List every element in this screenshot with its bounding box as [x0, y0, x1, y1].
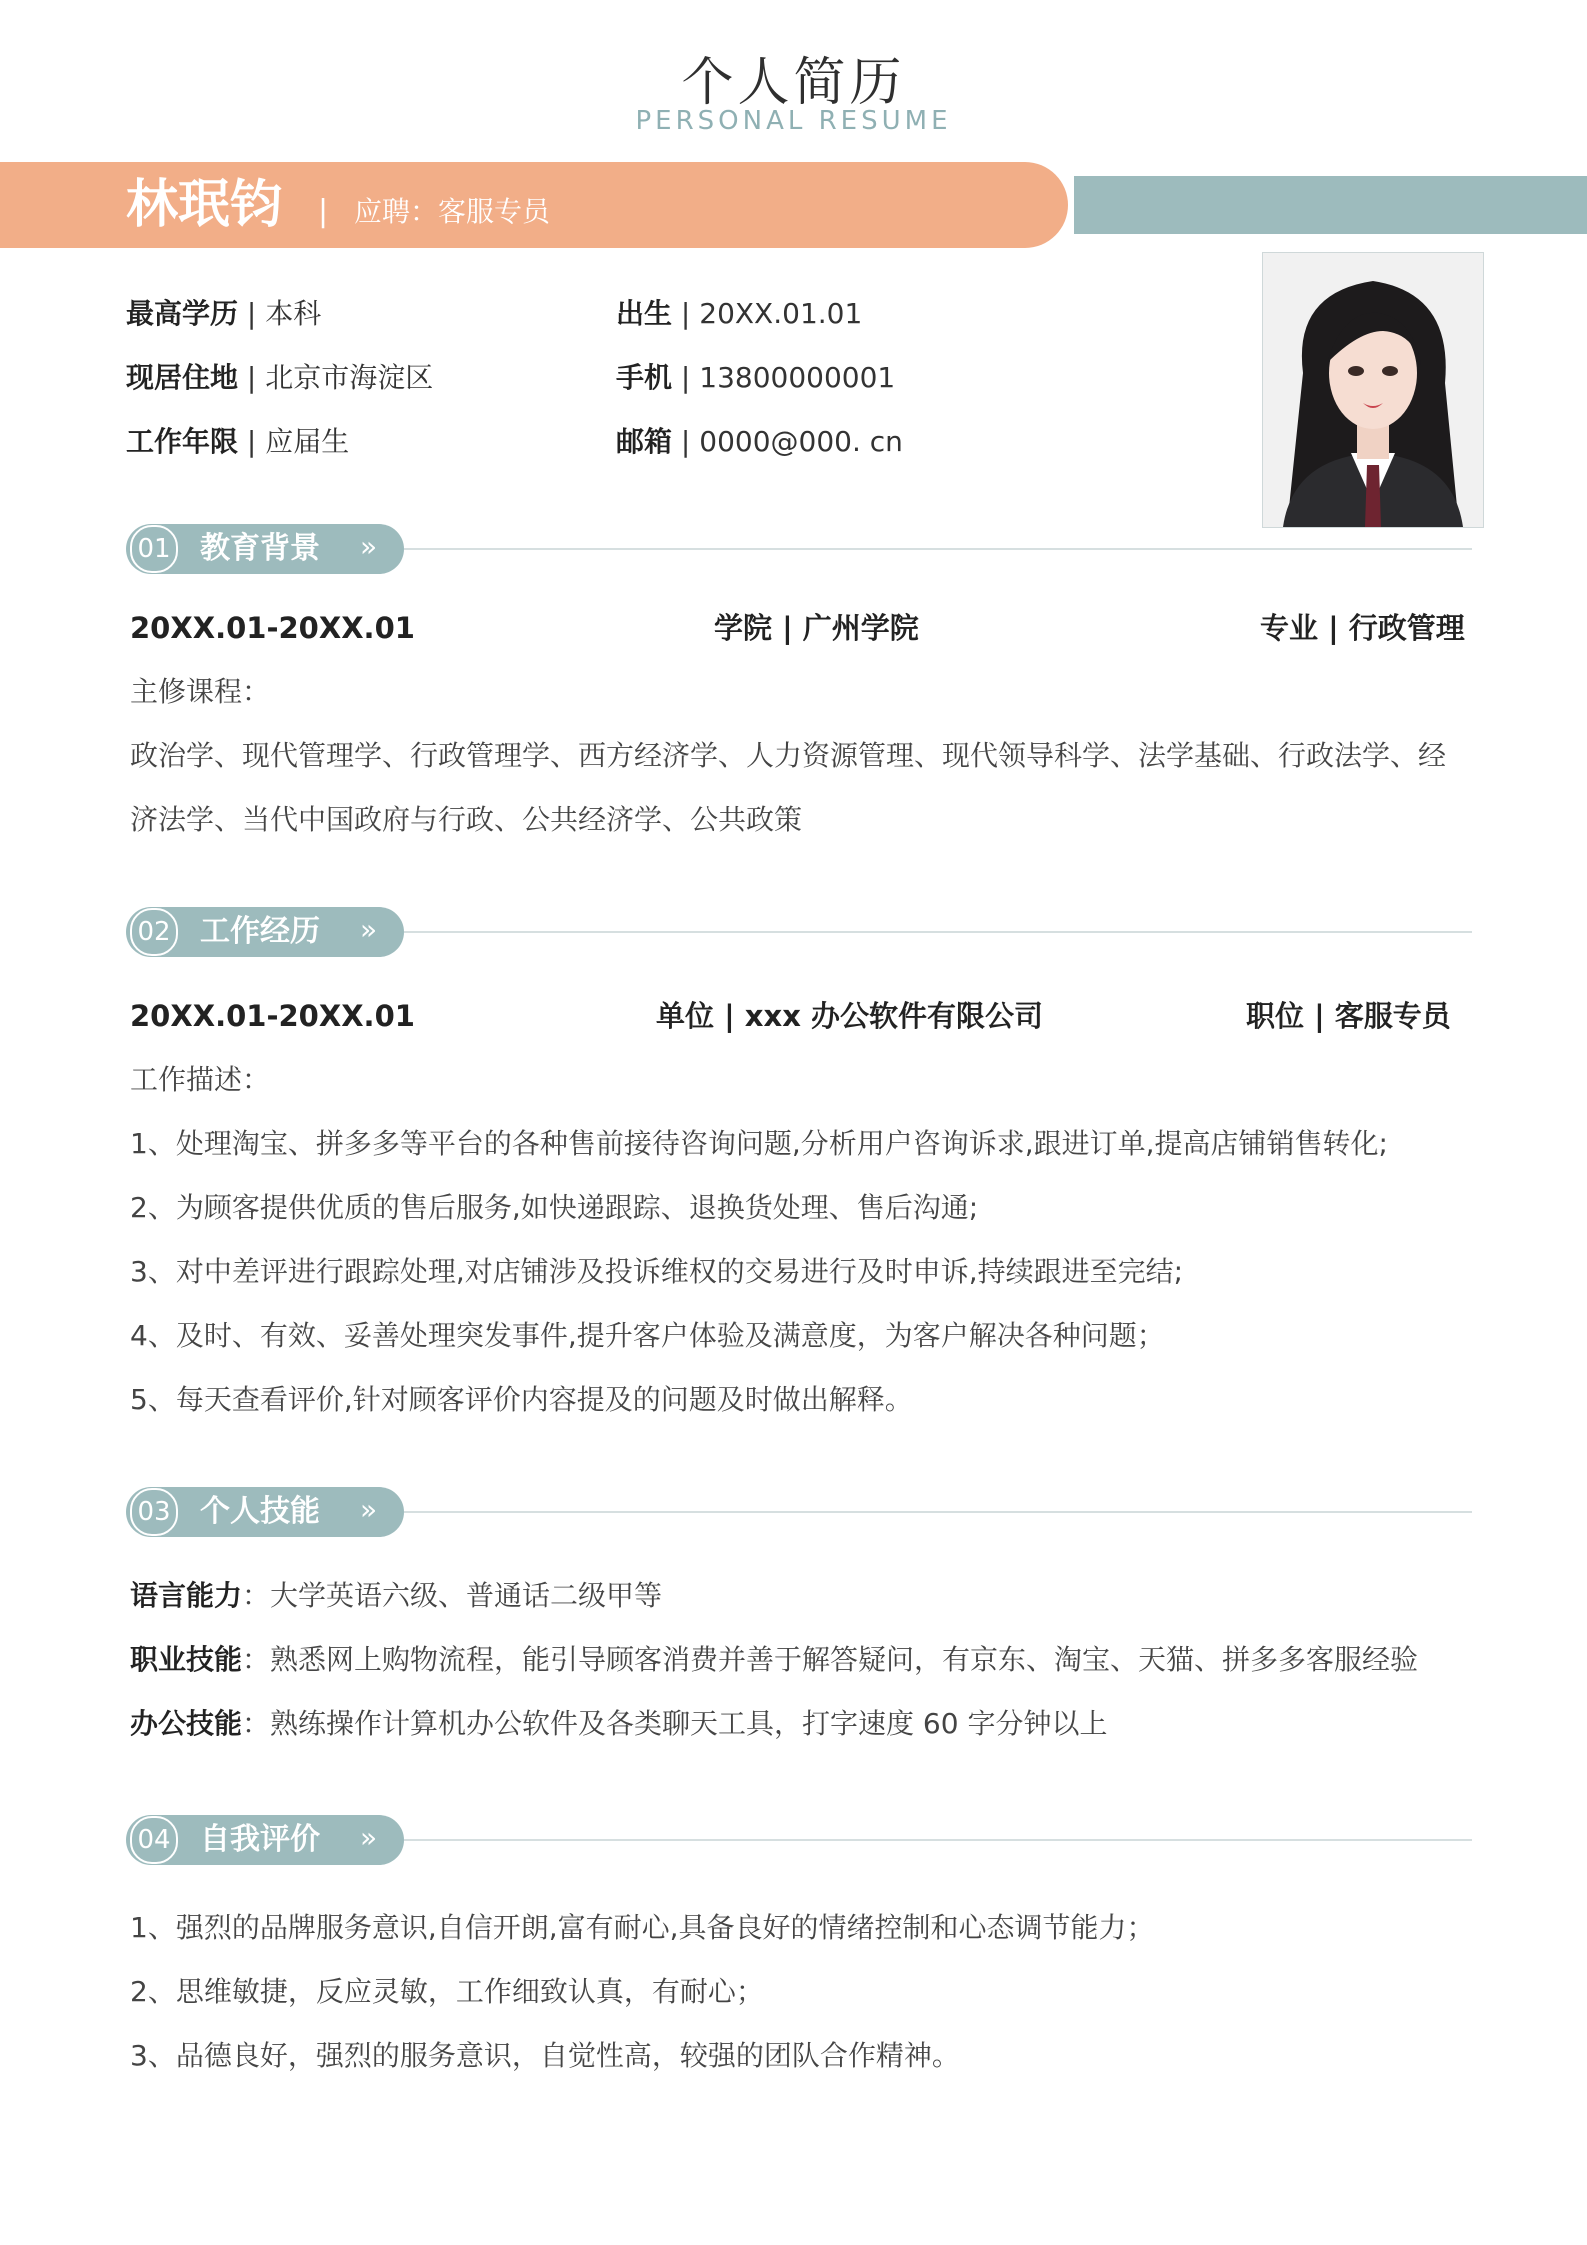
- edu-period: 20XX.01-20XX.01: [130, 611, 415, 645]
- edu-school: 学院 | 广州学院: [714, 611, 919, 645]
- work-period: 20XX.01-20XX.01: [130, 999, 415, 1033]
- skill-office: [130, 1704, 1107, 1744]
- work-desc-label: 工作描述：: [130, 1063, 271, 1096]
- info-education: [126, 294, 321, 334]
- section-number: 01: [130, 525, 178, 573]
- name-separator: |: [318, 194, 329, 229]
- list-item: 5、每天查看评价,针对顾客评价内容提及的问题及时做出解释。: [130, 1383, 913, 1416]
- info-label: 最高学历: [126, 297, 239, 330]
- page-subtitle: PERSONAL RESUME: [635, 106, 952, 136]
- page-title: 个人简历: [681, 53, 906, 113]
- chevron-double-right-icon: »: [360, 1493, 378, 1526]
- candidate-name: 林珉钧: [126, 175, 283, 235]
- section-divider: [404, 931, 1472, 933]
- info-pipe: |: [238, 297, 266, 330]
- info-label: 出生: [616, 297, 673, 330]
- info-pipe: |: [238, 425, 266, 458]
- work-company: 单位 | xxx 办公软件有限公司: [656, 999, 1043, 1033]
- chevron-double-right-icon: »: [360, 913, 378, 946]
- section-divider: [404, 1511, 1472, 1513]
- skill-label: 职业技能: [130, 1643, 243, 1676]
- skill-label: 办公技能: [130, 1707, 243, 1740]
- header-teal-bar: [1074, 176, 1587, 234]
- skill-value: ：熟练操作计算机办公软件及各类聊天工具，打字速度 60 字分钟以上: [242, 1707, 1108, 1740]
- section-number: 03: [130, 1488, 178, 1536]
- list-item: 2、为顾客提供优质的售后服务,如快递跟踪、退换货处理、售后沟通;: [130, 1191, 979, 1224]
- courses-line: 政治学、现代管理学、行政管理学、西方经济学、人力资源管理、现代领导科学、法学基础、行政法学、经: [130, 739, 1447, 772]
- section-number: 04: [130, 1816, 178, 1864]
- list-item: 3、对中差评进行跟踪处理,对店铺涉及投诉维权的交易进行及时申诉,持续跟进至完结;: [130, 1255, 1184, 1288]
- edu-major: 专业 | 行政管理: [1260, 611, 1465, 645]
- info-label: 邮箱: [616, 425, 673, 458]
- skill-label: 语言能力: [130, 1579, 243, 1612]
- portrait-icon: [1263, 253, 1483, 527]
- info-value: 20XX.01.01: [699, 297, 863, 330]
- list-item: 2、思维敏捷，反应灵敏，工作细致认真，有耐心；: [130, 1975, 764, 2008]
- chevron-double-right-icon: »: [360, 530, 378, 563]
- info-pipe: |: [238, 361, 266, 394]
- skill-value: ：熟悉网上购物流程，能引导顾客消费并善于解答疑问，有京东、淘宝、天猫、拼多多客服经验: [242, 1643, 1419, 1676]
- courses-label: 主修课程：: [130, 675, 271, 708]
- info-email: [616, 422, 903, 462]
- section-title-education: 教育背景: [200, 531, 320, 566]
- info-phone: [616, 358, 895, 398]
- section-divider: [404, 1839, 1472, 1841]
- courses-line: 济法学、当代中国政府与行政、公共经济学、公共政策: [130, 803, 803, 836]
- chevron-double-right-icon: »: [360, 1821, 378, 1854]
- list-item: 4、及时、有效、妥善处理突发事件,提升客户体验及满意度，为客户解决各种问题；: [130, 1319, 1165, 1352]
- section-title-self: 自我评价: [200, 1822, 320, 1857]
- work-position: 职位 | 客服专员: [1246, 999, 1451, 1033]
- info-value: 13800000001: [699, 361, 896, 394]
- section-number: 02: [130, 908, 178, 956]
- skill-language: [130, 1576, 662, 1616]
- info-value: 应届生: [265, 425, 350, 458]
- info-pipe: |: [672, 297, 700, 330]
- list-item: 1、处理淘宝、拼多多等平台的各种售前接待咨询问题,分析用户咨询诉求,跟进订单,提高店铺销售转化;: [130, 1127, 1388, 1160]
- section-title-work: 工作经历: [200, 914, 320, 949]
- list-item: 1、强烈的品牌服务意识,自信开朗,富有耐心,具备良好的情绪控制和心态调节能力；: [130, 1911, 1155, 1944]
- applied-position: 应聘：客服专员: [354, 195, 551, 228]
- skill-professional: [130, 1640, 1418, 1680]
- info-pipe: |: [672, 425, 700, 458]
- info-work-years: [126, 422, 349, 462]
- info-label: 工作年限: [126, 425, 239, 458]
- info-value: 0000@000. cn: [699, 425, 903, 458]
- info-address: [126, 358, 433, 398]
- profile-photo: [1262, 252, 1484, 528]
- info-birth: [616, 294, 862, 334]
- list-item: 3、品德良好，强烈的服务意识，自觉性高，较强的团队合作精神。: [130, 2039, 960, 2072]
- info-label: 手机: [616, 361, 673, 394]
- info-value: 北京市海淀区: [265, 361, 434, 394]
- section-divider: [404, 548, 1472, 550]
- info-pipe: |: [672, 361, 700, 394]
- info-label: 现居住地: [126, 361, 239, 394]
- section-title-skills: 个人技能: [200, 1494, 320, 1529]
- skill-value: ：大学英语六级、普通话二级甲等: [242, 1579, 663, 1612]
- info-value: 本科: [265, 297, 322, 330]
